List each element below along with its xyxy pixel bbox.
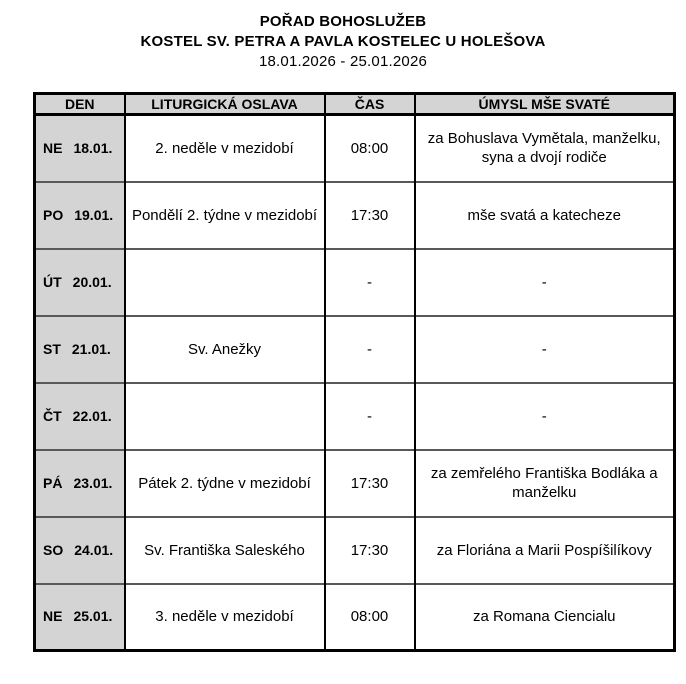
time-cell: -: [325, 383, 415, 450]
celebration-cell: 2. neděle v mezidobí: [125, 115, 325, 182]
intention-cell: za Bohuslava Vymětala, manželku, syna a dvojí rodiče: [415, 115, 675, 182]
column-header: DEN: [35, 94, 125, 115]
time-cell: -: [325, 249, 415, 316]
intention-cell: za Floriána a Marii Pospíšilíkovy: [415, 517, 675, 584]
celebration-cell: [125, 383, 325, 450]
day-abbr: PÁ: [43, 474, 63, 491]
date-range: 18.01.2026 - 25.01.2026: [258, 53, 428, 70]
day-date: 20.01.: [72, 273, 112, 290]
table-row: [35, 383, 675, 450]
table-row: [35, 450, 675, 517]
document-title: POŘAD BOHOSLUŽEB: [259, 13, 427, 30]
celebration-cell: 3. neděle v mezidobí: [125, 584, 325, 651]
intention-cell: mše svatá a katecheze: [415, 182, 675, 249]
day-cell: [35, 249, 125, 316]
celebration-cell: Pondělí 2. týdne v mezidobí: [125, 182, 325, 249]
time-cell: 17:30: [325, 182, 415, 249]
day-date: 24.01.: [74, 541, 114, 558]
table-row: [35, 316, 675, 383]
day-cell: [35, 584, 125, 651]
column-header: LITURGICKÁ OSLAVA: [125, 94, 325, 115]
day-cell: [35, 383, 125, 450]
table-row: [35, 584, 675, 651]
celebration-cell: Pátek 2. týdne v mezidobí: [125, 450, 325, 517]
table-row: [35, 249, 675, 316]
celebration-cell: Sv. Anežky: [125, 316, 325, 383]
table-header-row: [35, 94, 675, 115]
day-date: 22.01.: [72, 407, 112, 424]
table-row: [35, 517, 675, 584]
day-date: 21.01.: [71, 340, 111, 357]
day-abbr: ČT: [43, 407, 62, 424]
time-cell: 17:30: [325, 450, 415, 517]
day-abbr: NE: [43, 139, 63, 156]
day-date: 25.01.: [73, 608, 113, 625]
intention-cell: -: [415, 383, 675, 450]
table-row: [35, 115, 675, 182]
celebration-cell: [125, 249, 325, 316]
intention-cell: -: [415, 249, 675, 316]
time-cell: 08:00: [325, 115, 415, 182]
day-abbr: ÚT: [43, 273, 62, 290]
day-cell: [35, 450, 125, 517]
intention-cell: za zemřelého Františka Bodláka a manželku: [415, 450, 675, 517]
day-abbr: SO: [43, 541, 64, 558]
day-date: 19.01.: [74, 206, 114, 223]
time-cell: 08:00: [325, 584, 415, 651]
church-name: KOSTEL SV. PETRA A PAVLA KOSTELEC U HOLEŠOVA: [140, 33, 546, 50]
day-abbr: ST: [43, 340, 61, 357]
day-date: 23.01.: [73, 474, 113, 491]
day-abbr: PO: [43, 206, 64, 223]
document-header: [0, 12, 686, 72]
time-cell: -: [325, 316, 415, 383]
table-body: [35, 115, 675, 651]
celebration-cell: Sv. Františka Saleského: [125, 517, 325, 584]
intention-cell: -: [415, 316, 675, 383]
time-cell: 17:30: [325, 517, 415, 584]
intention-cell: za Romana Ciencialu: [415, 584, 675, 651]
mass-schedule-table: [33, 92, 676, 652]
column-header: ÚMYSL MŠE SVATÉ: [415, 94, 675, 115]
day-date: 18.01.: [73, 139, 113, 156]
column-header: ČAS: [325, 94, 415, 115]
day-cell: [35, 115, 125, 182]
day-abbr: NE: [43, 608, 63, 625]
day-cell: [35, 316, 125, 383]
day-cell: [35, 517, 125, 584]
day-cell: [35, 182, 125, 249]
table-row: [35, 182, 675, 249]
